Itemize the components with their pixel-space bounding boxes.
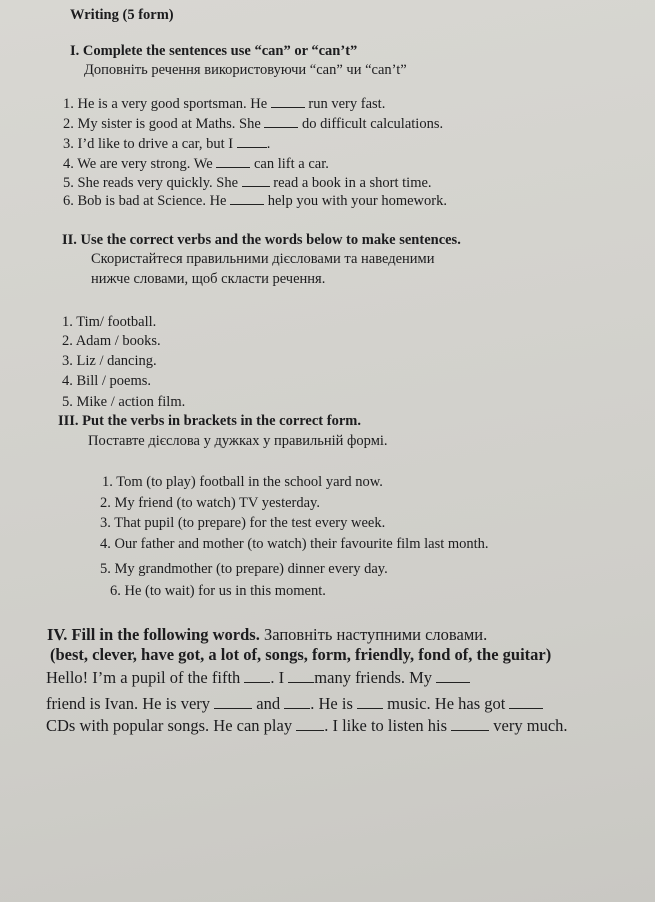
answer-blank [237, 146, 267, 148]
answer-blank [242, 185, 270, 187]
section-1-heading-ukrainian: Доповніть речення використовуючи “can” чи “can’t” [84, 62, 407, 78]
section-4-word-bank: (best, clever, have got, a lot of, songs, form, friendly, fond of, the guitar) [50, 645, 552, 664]
answer-blank [214, 707, 252, 709]
section-1-item-5: 5. She reads very quickly. She read a book in a short time. [63, 175, 432, 191]
section-1-item-3: 3. I’d like to drive a car, but I . [63, 136, 271, 152]
section-2-item-1: 1. Tim/ football. [62, 314, 157, 330]
section-1-item-2: 2. My sister is good at Maths. She do difficult calculations. [63, 116, 444, 132]
answer-blank [284, 707, 310, 709]
answer-blank [230, 203, 264, 205]
section-1-item-1: 1. He is a very good sportsman. He run very fast. [63, 96, 386, 112]
section-2-heading: II. Use the correct verbs and the words below to make sentences. [62, 232, 461, 248]
answer-blank [216, 166, 250, 168]
section-4-line-3: CDs with popular songs. He can play . I like to listen his very much. [46, 716, 568, 735]
answer-blank [288, 681, 314, 683]
answer-blank [509, 707, 543, 709]
section-2-item-3: 3. Liz / dancing. [62, 353, 157, 369]
section-1-item-6: 6. Bob is bad at Science. He help you with your homework. [63, 193, 447, 209]
section-3-item-3: 3. That pupil (to prepare) for the test every week. [100, 515, 386, 531]
section-3-item-5: 5. My grandmother (to prepare) dinner every day. [100, 561, 388, 577]
section-2-item-2: 2. Adam / books. [62, 333, 161, 349]
section-3-heading: III. Put the verbs in brackets in the correct form. [58, 413, 361, 429]
section-3-item-1: 1. Tom (to play) football in the school yard now. [102, 474, 383, 490]
answer-blank [357, 707, 383, 709]
section-3-heading-ukrainian: Поставте дієслова у дужках у правильній формі. [88, 433, 388, 449]
answer-blank [271, 106, 305, 108]
section-3-item-4: 4. Our father and mother (to watch) their favourite film last month. [100, 536, 489, 552]
answer-blank [264, 126, 298, 128]
section-2-item-4: 4. Bill / poems. [62, 373, 152, 389]
page-title: Writing (5 form) [70, 7, 174, 23]
section-2-heading-ukrainian-1: Скористайтеся правильними дієсловами та наведеними [91, 251, 435, 267]
answer-blank [296, 729, 324, 731]
section-1-item-4: 4. We are very strong. We can lift a car. [63, 156, 329, 172]
section-2-item-5: 5. Mike / action film. [62, 394, 186, 410]
section-3-item-2: 2. My friend (to watch) TV yesterday. [100, 495, 320, 511]
section-2-heading-ukrainian-2: нижче словами, щоб скласти речення. [91, 271, 326, 287]
section-4-heading: IV. Fill in the following words. Заповніть наступними словами. [47, 625, 488, 644]
answer-blank [244, 681, 270, 683]
answer-blank [451, 729, 489, 731]
section-4-line-1: Hello! I’m a pupil of the fifth . I many friends. My [46, 670, 470, 687]
answer-blank [436, 681, 470, 683]
section-4-line-2: friend is Ivan. He is very and . He is music. He has got [46, 696, 543, 713]
section-1-heading: I. Complete the sentences use “can” or “can’t” [70, 43, 358, 59]
section-3-item-6: 6. He (to wait) for us in this moment. [110, 583, 326, 599]
